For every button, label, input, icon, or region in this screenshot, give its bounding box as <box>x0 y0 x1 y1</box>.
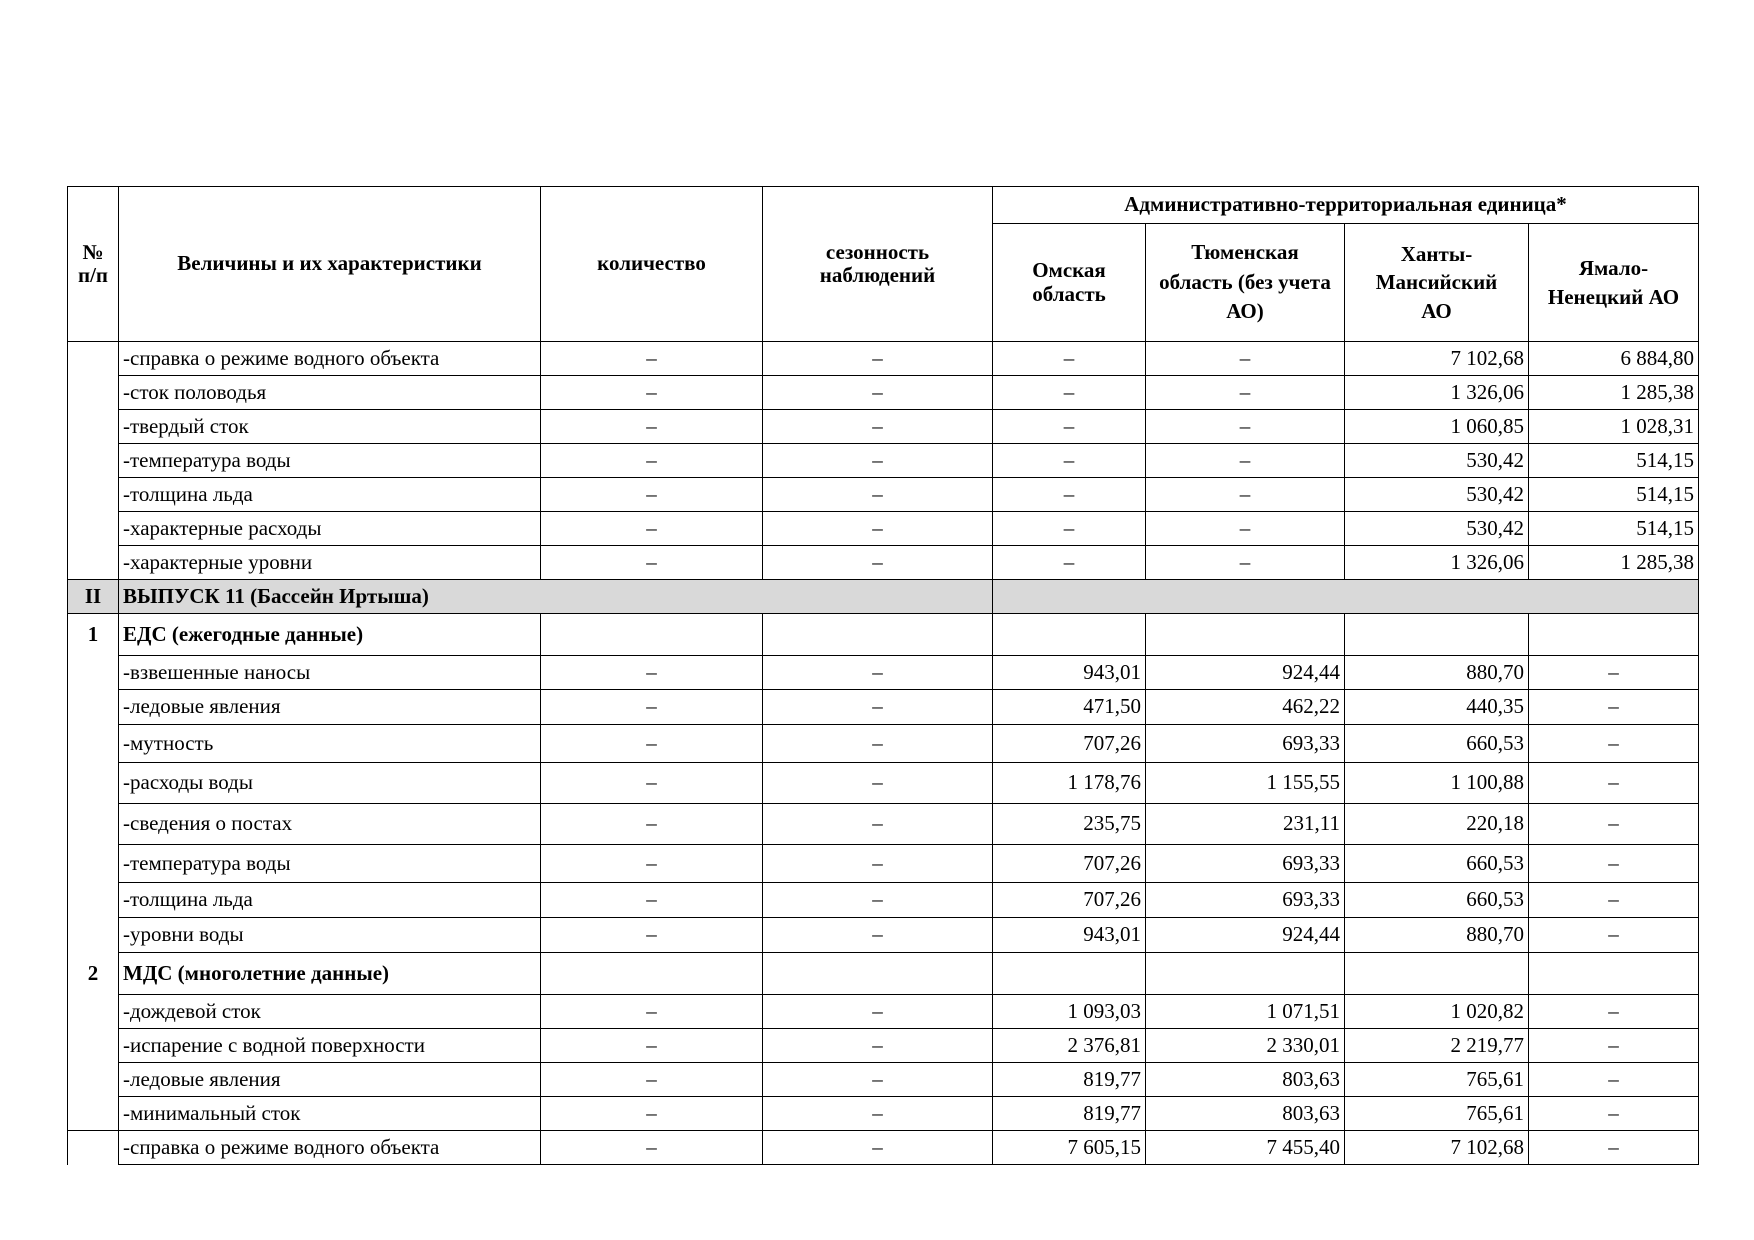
row-value: – <box>1529 656 1699 690</box>
table-row <box>68 546 1699 580</box>
row-value: 530,42 <box>1345 512 1529 546</box>
row-qty: – <box>541 546 763 580</box>
row-value: – <box>993 410 1146 444</box>
row-qty: – <box>541 512 763 546</box>
row-value: 1 071,51 <box>1146 995 1345 1029</box>
empty-cell <box>763 614 993 656</box>
row-value: 765,61 <box>1345 1097 1529 1131</box>
row-value: 1 020,82 <box>1345 995 1529 1029</box>
row-value: 514,15 <box>1529 444 1699 478</box>
empty-cell <box>541 614 763 656</box>
row-value: 880,70 <box>1345 918 1529 953</box>
empty-cell <box>1529 953 1699 995</box>
row-value: – <box>1529 725 1699 763</box>
row-value: 220,18 <box>1345 804 1529 845</box>
row-qty: – <box>541 918 763 953</box>
row-season: – <box>763 512 993 546</box>
empty-cell <box>1146 614 1345 656</box>
row-value: 514,15 <box>1529 512 1699 546</box>
row-num <box>68 1029 119 1063</box>
row-value: – <box>1146 342 1345 376</box>
header-region-khmao: Ханты-Мансийский АО <box>1345 224 1529 342</box>
section-empty <box>993 580 1699 614</box>
section-row <box>68 580 1699 614</box>
row-season: – <box>763 690 993 725</box>
row-season: – <box>763 376 993 410</box>
row-name: -справка о режиме водного объекта <box>119 342 541 376</box>
section-num: II <box>68 580 119 614</box>
row-qty: – <box>541 656 763 690</box>
row-value: 819,77 <box>993 1097 1146 1131</box>
row-value: 462,22 <box>1146 690 1345 725</box>
row-num <box>68 1097 119 1131</box>
subsection-title: ЕДС (ежегодные данные) <box>119 614 541 656</box>
row-value: 7 102,68 <box>1345 342 1529 376</box>
row-value: – <box>1529 1063 1699 1097</box>
table-row <box>68 1029 1699 1063</box>
row-value: 2 376,81 <box>993 1029 1146 1063</box>
row-num <box>68 690 119 725</box>
row-value: – <box>993 342 1146 376</box>
header-qty: количество <box>541 187 763 342</box>
row-value: – <box>993 478 1146 512</box>
row-value: 819,77 <box>993 1063 1146 1097</box>
empty-cell <box>763 953 993 995</box>
row-value: – <box>1529 1097 1699 1131</box>
row-value: – <box>993 444 1146 478</box>
empty-cell <box>1529 614 1699 656</box>
row-season: – <box>763 883 993 918</box>
row-qty: – <box>541 444 763 478</box>
row-value: 2 219,77 <box>1345 1029 1529 1063</box>
row-value: 924,44 <box>1146 918 1345 953</box>
row-value: 1 093,03 <box>993 995 1146 1029</box>
row-name: -справка о режиме водного объекта <box>119 1131 541 1165</box>
row-season: – <box>763 995 993 1029</box>
row-value: 1 060,85 <box>1345 410 1529 444</box>
data-table <box>67 186 1699 1165</box>
row-value: 707,26 <box>993 883 1146 918</box>
row-value: 803,63 <box>1146 1097 1345 1131</box>
row-value: 1 326,06 <box>1345 546 1529 580</box>
row-name: -испарение с водной поверхности <box>119 1029 541 1063</box>
empty-cell <box>993 953 1146 995</box>
empty-cell <box>1345 614 1529 656</box>
table-row <box>68 342 1699 376</box>
row-value: 530,42 <box>1345 444 1529 478</box>
table-row <box>68 512 1699 546</box>
table-row <box>68 1097 1699 1131</box>
row-season: – <box>763 410 993 444</box>
empty-cell <box>1345 953 1529 995</box>
row-value: – <box>1146 444 1345 478</box>
row-value: 707,26 <box>993 725 1146 763</box>
row-value: 693,33 <box>1146 725 1345 763</box>
section-title: ВЫПУСК 11 (Бассейн Иртыша) <box>119 580 993 614</box>
row-name: -температура воды <box>119 845 541 883</box>
row-value: – <box>1529 1029 1699 1063</box>
row-value: 943,01 <box>993 918 1146 953</box>
row-value: 471,50 <box>993 690 1146 725</box>
row-name: -ледовые явления <box>119 690 541 725</box>
header-adm: Административно-территориальная единица* <box>993 187 1699 224</box>
row-value: 6 884,80 <box>1529 342 1699 376</box>
row-value: – <box>1529 995 1699 1029</box>
row-value: 880,70 <box>1345 656 1529 690</box>
row-name: -толщина льда <box>119 883 541 918</box>
row-name: -расходы воды <box>119 763 541 804</box>
row-num <box>68 410 119 444</box>
row-num <box>68 995 119 1029</box>
row-qty: – <box>541 995 763 1029</box>
table-row <box>68 763 1699 804</box>
row-name: -взвешенные наносы <box>119 656 541 690</box>
row-num <box>68 656 119 690</box>
row-qty: – <box>541 725 763 763</box>
row-season: – <box>763 656 993 690</box>
row-qty: – <box>541 342 763 376</box>
row-value: – <box>1529 1131 1699 1165</box>
row-value: – <box>993 546 1146 580</box>
row-value: 2 330,01 <box>1146 1029 1345 1063</box>
row-season: – <box>763 804 993 845</box>
table-row <box>68 376 1699 410</box>
row-season: – <box>763 546 993 580</box>
row-qty: – <box>541 763 763 804</box>
row-season: – <box>763 342 993 376</box>
row-value: – <box>1146 478 1345 512</box>
row-value: 1 155,55 <box>1146 763 1345 804</box>
row-season: – <box>763 1131 993 1165</box>
row-value: 693,33 <box>1146 845 1345 883</box>
row-qty: – <box>541 1097 763 1131</box>
row-value: – <box>1146 546 1345 580</box>
table-row <box>68 845 1699 883</box>
row-value: 440,35 <box>1345 690 1529 725</box>
row-value: 1 285,38 <box>1529 546 1699 580</box>
row-value: 530,42 <box>1345 478 1529 512</box>
row-num <box>68 804 119 845</box>
row-value: 7 605,15 <box>993 1131 1146 1165</box>
row-value: – <box>993 376 1146 410</box>
row-num <box>68 845 119 883</box>
row-value: 765,61 <box>1345 1063 1529 1097</box>
row-name: -характерные уровни <box>119 546 541 580</box>
row-value: – <box>1529 845 1699 883</box>
header-name: Величины и их характеристики <box>119 187 541 342</box>
header-region-yanao: Ямало-Ненецкий АО <box>1529 224 1699 342</box>
row-value: – <box>1529 763 1699 804</box>
row-name: -минимальный сток <box>119 1097 541 1131</box>
row-value: 1 285,38 <box>1529 376 1699 410</box>
row-name: -сведения о постах <box>119 804 541 845</box>
table-row <box>68 478 1699 512</box>
row-value: 235,75 <box>993 804 1146 845</box>
row-qty: – <box>541 1029 763 1063</box>
table-row <box>68 656 1699 690</box>
row-num <box>68 725 119 763</box>
empty-cell <box>1146 953 1345 995</box>
row-qty: – <box>541 410 763 444</box>
row-value: 7 455,40 <box>1146 1131 1345 1165</box>
row-value: – <box>1529 883 1699 918</box>
row-season: – <box>763 763 993 804</box>
row-value: 660,53 <box>1345 845 1529 883</box>
table-row <box>68 1131 1699 1165</box>
row-season: – <box>763 444 993 478</box>
row-value: 707,26 <box>993 845 1146 883</box>
row-value: 660,53 <box>1345 883 1529 918</box>
row-name: -ледовые явления <box>119 1063 541 1097</box>
row-qty: – <box>541 804 763 845</box>
header-num: № п/п <box>68 187 119 342</box>
row-value: – <box>1529 804 1699 845</box>
subsection-num: 2 <box>68 953 119 995</box>
table-row <box>68 1063 1699 1097</box>
table-row <box>68 804 1699 845</box>
row-season: – <box>763 478 993 512</box>
row-value: – <box>993 512 1146 546</box>
row-name: -дождевой сток <box>119 995 541 1029</box>
row-value: 660,53 <box>1345 725 1529 763</box>
row-qty: – <box>541 1063 763 1097</box>
row-num <box>68 763 119 804</box>
row-num <box>68 1131 119 1165</box>
row-name: -толщина льда <box>119 478 541 512</box>
row-value: – <box>1146 410 1345 444</box>
row-qty: – <box>541 845 763 883</box>
row-qty: – <box>541 883 763 918</box>
row-name: -твердый сток <box>119 410 541 444</box>
table-row <box>68 690 1699 725</box>
header-season: сезонность наблюдений <box>763 187 993 342</box>
row-qty: – <box>541 1131 763 1165</box>
row-value: 1 028,31 <box>1529 410 1699 444</box>
row-value: 943,01 <box>993 656 1146 690</box>
row-season: – <box>763 1063 993 1097</box>
row-value: – <box>1529 690 1699 725</box>
row-name: -мутность <box>119 725 541 763</box>
table-row <box>68 410 1699 444</box>
empty-cell <box>993 614 1146 656</box>
row-season: – <box>763 1097 993 1131</box>
empty-cell <box>541 953 763 995</box>
row-value: 7 102,68 <box>1345 1131 1529 1165</box>
table-row <box>68 725 1699 763</box>
row-season: – <box>763 725 993 763</box>
subsection-row <box>68 614 1699 656</box>
row-num <box>68 1063 119 1097</box>
row-value: – <box>1146 376 1345 410</box>
row-name: -температура воды <box>119 444 541 478</box>
subsection-num: 1 <box>68 614 119 656</box>
row-num <box>68 376 119 410</box>
table-row <box>68 883 1699 918</box>
table-row <box>68 444 1699 478</box>
row-qty: – <box>541 690 763 725</box>
row-value: 514,15 <box>1529 478 1699 512</box>
subsection-row <box>68 953 1699 995</box>
row-name: -сток половодья <box>119 376 541 410</box>
row-num <box>68 546 119 580</box>
row-value: 1 326,06 <box>1345 376 1529 410</box>
subsection-title: МДС (многолетние данные) <box>119 953 541 995</box>
row-value: – <box>1529 918 1699 953</box>
header-region-tyumen: Тюменская область (без учета АО) <box>1146 224 1345 342</box>
row-season: – <box>763 1029 993 1063</box>
row-value: 231,11 <box>1146 804 1345 845</box>
row-num <box>68 918 119 953</box>
row-qty: – <box>541 376 763 410</box>
row-num <box>68 512 119 546</box>
row-season: – <box>763 918 993 953</box>
row-value: 924,44 <box>1146 656 1345 690</box>
row-num <box>68 342 119 376</box>
row-name: -уровни воды <box>119 918 541 953</box>
row-qty: – <box>541 478 763 512</box>
row-value: 693,33 <box>1146 883 1345 918</box>
row-value: 1 178,76 <box>993 763 1146 804</box>
row-value: 1 100,88 <box>1345 763 1529 804</box>
row-name: -характерные расходы <box>119 512 541 546</box>
row-season: – <box>763 845 993 883</box>
row-num <box>68 883 119 918</box>
header-region-omsk: Омская область <box>993 224 1146 342</box>
row-num <box>68 444 119 478</box>
row-value: 803,63 <box>1146 1063 1345 1097</box>
table-row <box>68 995 1699 1029</box>
table-row <box>68 918 1699 953</box>
row-num <box>68 478 119 512</box>
row-value: – <box>1146 512 1345 546</box>
